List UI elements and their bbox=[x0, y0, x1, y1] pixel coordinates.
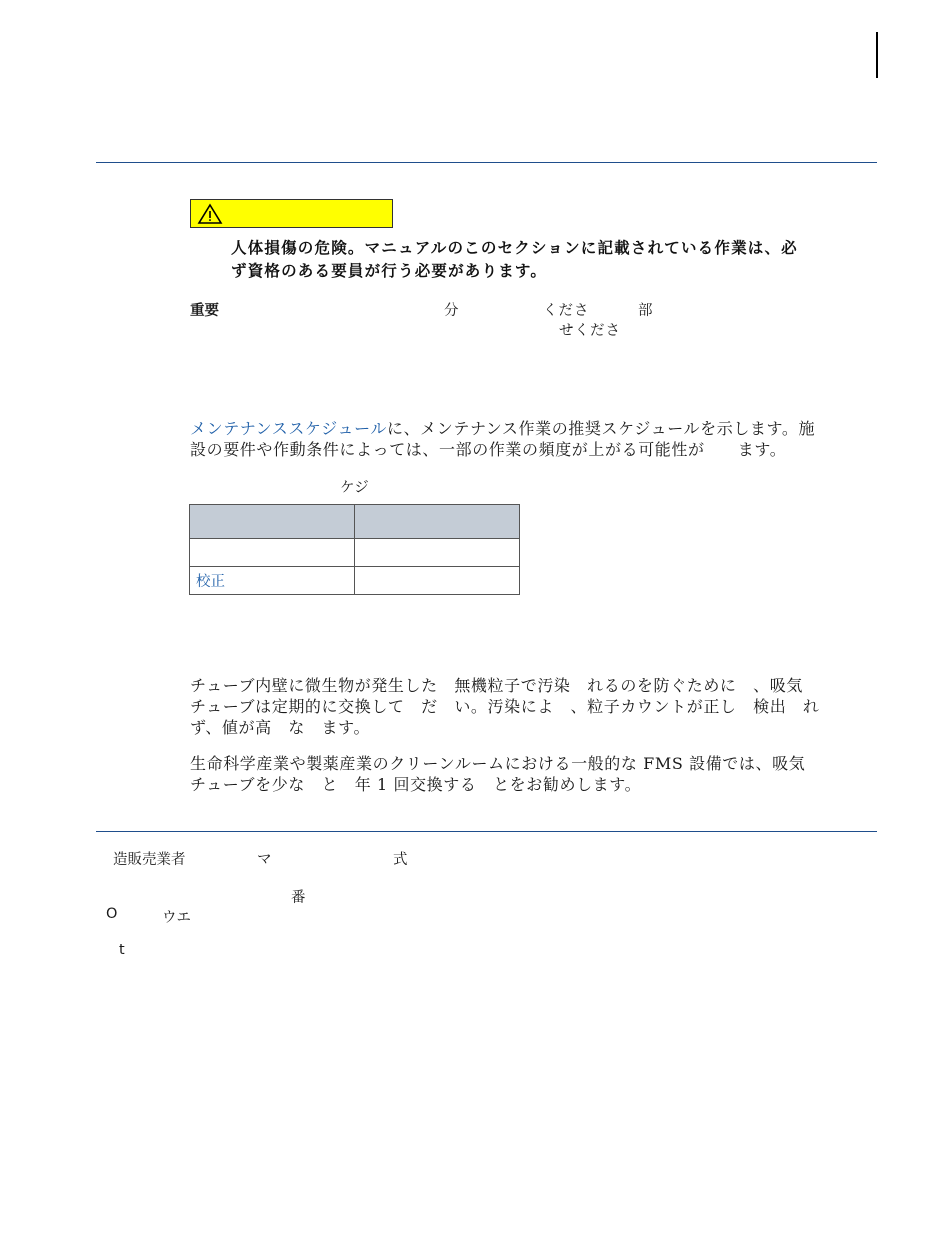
warning-triangle-icon bbox=[197, 203, 223, 225]
important-fragment: せくださ bbox=[559, 323, 621, 339]
important-label: 重要 bbox=[190, 303, 219, 319]
tube-paragraph-2-line-2: チューブを少な と 年 1 回交換する とをお勧めします。 bbox=[190, 775, 642, 794]
section-top-rule bbox=[96, 162, 877, 163]
footer-fragment: t bbox=[119, 942, 125, 958]
important-fragment: 部 bbox=[638, 303, 653, 319]
tube-paragraph-2-line-1: 生命科学産業や製薬産業のクリーンルームにおける一般的な FMS 設備では、吸気 bbox=[190, 754, 806, 773]
schedule-paragraph-text: に、メンテナンス作業の推奨スケジュールを示します。施 bbox=[386, 419, 816, 438]
footer-fragment: ウエ bbox=[162, 910, 191, 926]
tube-paragraph-1-line-1: チューブ内壁に微生物が発生した 無機粒子で汚染 れるのを防ぐために 、吸気 bbox=[190, 676, 803, 695]
footer-rule bbox=[96, 831, 877, 832]
calibration-link[interactable]: 校正 bbox=[190, 567, 355, 595]
footer-fragment: 番 bbox=[291, 890, 306, 906]
footer-fragment: 式 bbox=[393, 852, 408, 868]
table-cell bbox=[355, 539, 520, 567]
table-caption: ケジ bbox=[340, 480, 369, 496]
table-cell bbox=[355, 567, 520, 595]
important-fragment: 分 bbox=[444, 303, 459, 319]
footer-fragment: 造販売業者 bbox=[113, 852, 186, 868]
caution-text-line-1: 人体損傷の危険。マニュアルのこのセクションに記載されている作業は、必 bbox=[231, 239, 798, 257]
maintenance-schedule-table bbox=[189, 504, 520, 595]
table-row bbox=[190, 539, 520, 567]
table-header-row bbox=[190, 505, 520, 539]
caution-banner bbox=[190, 199, 393, 228]
table-header-cell bbox=[190, 505, 355, 539]
tube-paragraph-1-line-3: ず、値が高 な ます。 bbox=[190, 718, 371, 737]
table-row bbox=[190, 567, 520, 595]
schedule-paragraph-line-2: 設の要件や作動条件によっては、一部の作業の頻度が上がる可能性が ます。 bbox=[190, 440, 787, 459]
table-header-cell bbox=[355, 505, 520, 539]
important-fragment: くださ bbox=[543, 303, 590, 319]
footer-fragment: O bbox=[106, 906, 118, 922]
maintenance-schedule-link[interactable]: メンテナンススケジュール bbox=[190, 419, 387, 438]
footer-fragment: マ bbox=[257, 852, 272, 868]
tube-paragraph-1-line-2: チューブは定期的に交換して だ い。汚染によ 、粒子カウントが正し 検出 れ bbox=[190, 697, 820, 716]
table-cell bbox=[190, 539, 355, 567]
schedule-paragraph-line-1 bbox=[190, 416, 815, 439]
caution-text-line-2: ず資格のある要員が行う必要があります。 bbox=[231, 262, 548, 280]
page-edge-marker bbox=[876, 32, 878, 78]
